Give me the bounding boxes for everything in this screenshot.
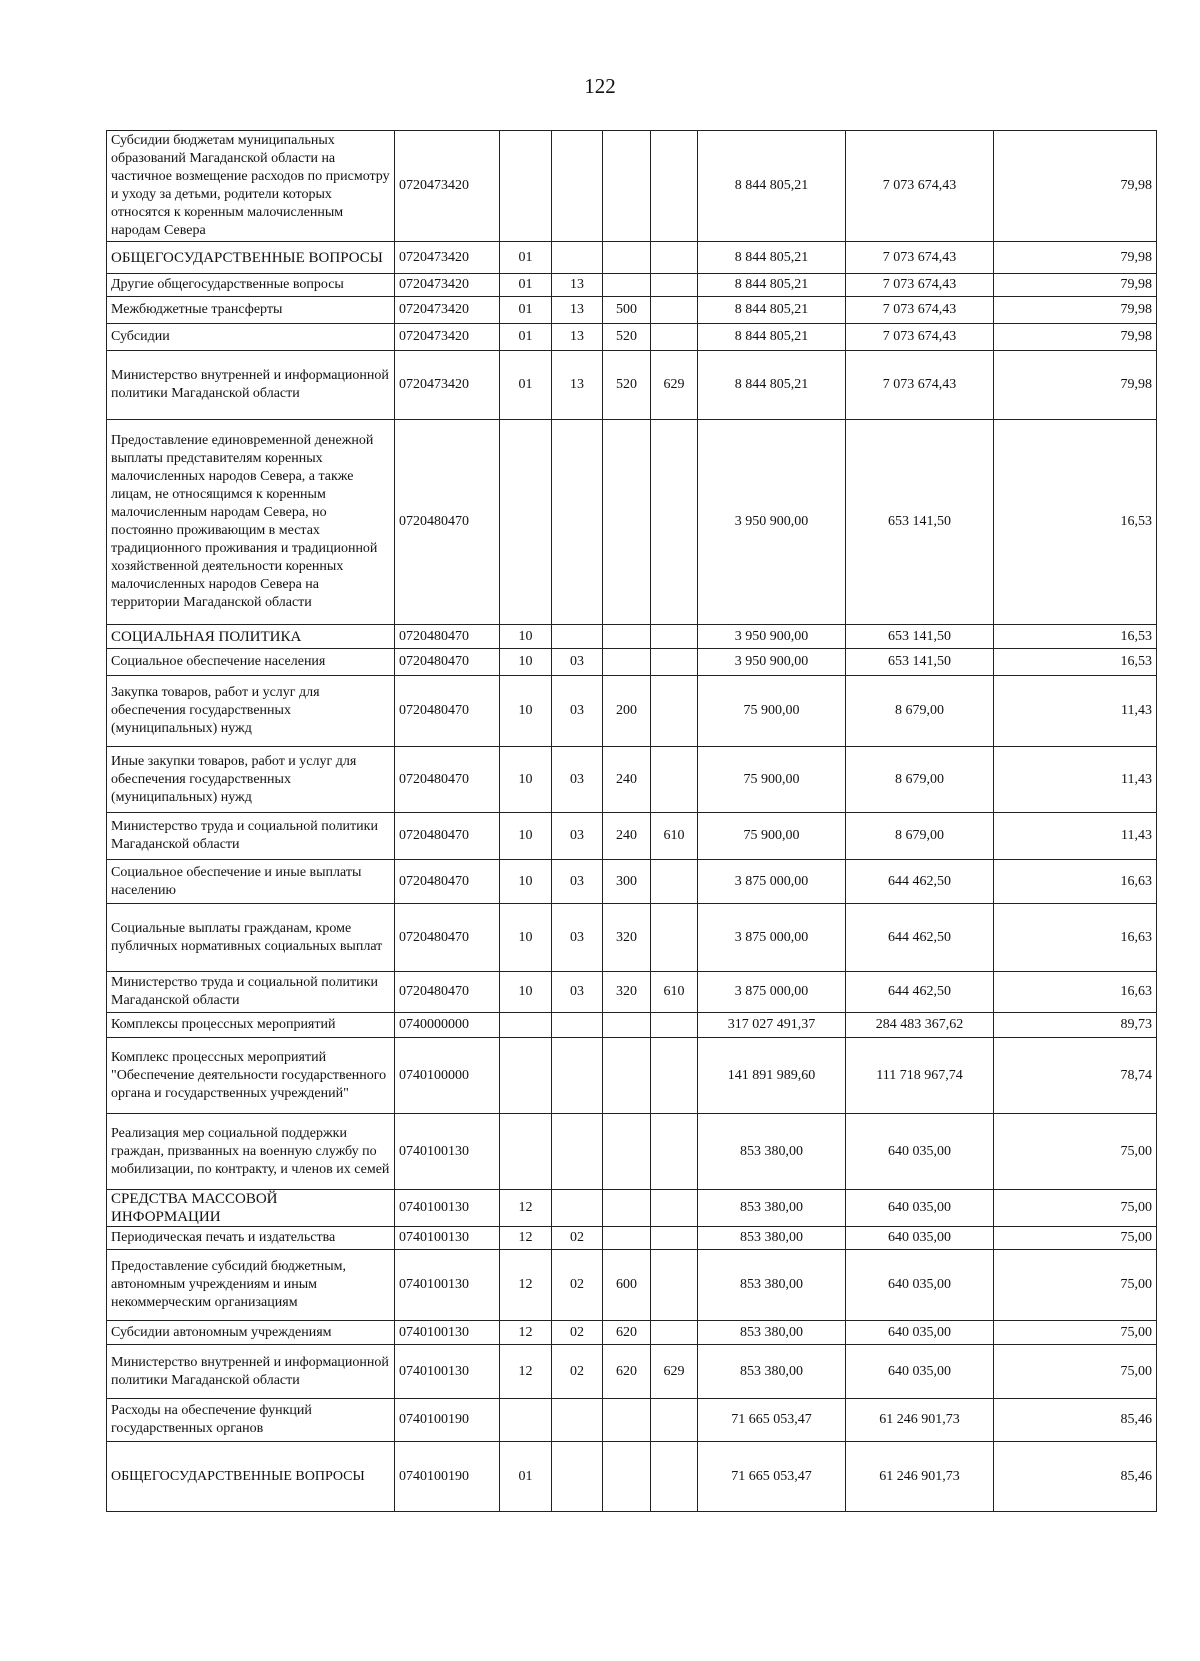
row-expense-type: 320: [603, 972, 651, 1013]
row-percent: 79,98: [994, 324, 1157, 351]
row-percent: 79,98: [994, 131, 1157, 242]
row-target-code: 0720480470: [395, 649, 500, 676]
row-expense-type: [603, 1038, 651, 1114]
table-row: [107, 813, 1157, 860]
table-row: [107, 1013, 1157, 1038]
row-planned: 3 950 900,00: [698, 649, 846, 676]
row-section: [500, 420, 552, 625]
row-section: [500, 1013, 552, 1038]
row-name: ОБЩЕГОСУДАРСТВЕННЫЕ ВОПРОСЫ: [107, 242, 395, 274]
row-planned: 853 380,00: [698, 1250, 846, 1321]
row-subsection: [552, 1442, 603, 1512]
row-administrator: [651, 747, 698, 813]
row-expense-type: 620: [603, 1321, 651, 1345]
row-planned: 3 950 900,00: [698, 625, 846, 649]
row-subsection: 02: [552, 1345, 603, 1399]
row-target-code: 0740100130: [395, 1321, 500, 1345]
table-row: [107, 1321, 1157, 1345]
row-administrator: [651, 860, 698, 904]
row-executed: 640 035,00: [846, 1190, 994, 1227]
table-row: [107, 324, 1157, 351]
row-expense-type: [603, 1190, 651, 1227]
row-planned: 75 900,00: [698, 747, 846, 813]
row-administrator: [651, 297, 698, 324]
row-administrator: [651, 1399, 698, 1442]
row-subsection: 13: [552, 324, 603, 351]
row-section: 01: [500, 351, 552, 420]
table-row: [107, 1250, 1157, 1321]
row-subsection: 02: [552, 1321, 603, 1345]
row-name: Другие общегосударственные вопросы: [107, 274, 395, 297]
row-section: [500, 131, 552, 242]
row-target-code: 0720480470: [395, 625, 500, 649]
row-executed: 653 141,50: [846, 625, 994, 649]
row-section: 12: [500, 1190, 552, 1227]
row-subsection: 02: [552, 1227, 603, 1250]
row-planned: 853 380,00: [698, 1190, 846, 1227]
row-section: [500, 1114, 552, 1190]
row-target-code: 0720473420: [395, 131, 500, 242]
row-name: Иные закупки товаров, работ и услуг для обеспечения государственных (муниципальных) нужд: [107, 747, 395, 813]
row-expense-type: 300: [603, 860, 651, 904]
table-row: [107, 904, 1157, 972]
row-section: [500, 1038, 552, 1114]
row-name: Субсидии бюджетам муниципальных образований Магаданской области на частичное возмещение расходов по присмотру и уходу за детьми, родители которых относятся к коренным малочисленным народам Севера: [107, 131, 395, 242]
row-administrator: [651, 625, 698, 649]
row-planned: 3 875 000,00: [698, 972, 846, 1013]
row-name: СРЕДСТВА МАССОВОЙ ИНФОРМАЦИИ: [107, 1190, 395, 1227]
row-section: 10: [500, 860, 552, 904]
row-target-code: 0720473420: [395, 324, 500, 351]
table-row: [107, 1190, 1157, 1227]
row-section: 10: [500, 676, 552, 747]
row-target-code: 0720480470: [395, 813, 500, 860]
row-expense-type: [603, 1442, 651, 1512]
row-percent: 11,43: [994, 676, 1157, 747]
row-executed: 7 073 674,43: [846, 351, 994, 420]
row-percent: 11,43: [994, 813, 1157, 860]
row-subsection: 03: [552, 860, 603, 904]
row-target-code: 0720480470: [395, 676, 500, 747]
row-section: 10: [500, 813, 552, 860]
row-administrator: [651, 1190, 698, 1227]
row-executed: 653 141,50: [846, 649, 994, 676]
row-executed: 8 679,00: [846, 813, 994, 860]
row-expense-type: 320: [603, 904, 651, 972]
row-subsection: 03: [552, 649, 603, 676]
row-planned: 8 844 805,21: [698, 297, 846, 324]
row-administrator: [651, 676, 698, 747]
row-target-code: 0740100130: [395, 1345, 500, 1399]
row-subsection: [552, 625, 603, 649]
row-name: Предоставление единовременной денежной выплаты представителям коренных малочисленных народов Севера, а также лицам, не относящимся к коренным малочисленным народам Севера, но постоянно проживающим в местах традиционного проживания и традиционной хозяйственной деятельности коренных малочисленных народов Севера на территории Магаданской области: [107, 420, 395, 625]
row-section: 01: [500, 1442, 552, 1512]
row-subsection: [552, 420, 603, 625]
table-row: [107, 131, 1157, 242]
row-administrator: [651, 649, 698, 676]
row-section: 10: [500, 649, 552, 676]
row-planned: 853 380,00: [698, 1227, 846, 1250]
row-expense-type: 500: [603, 297, 651, 324]
row-percent: 78,74: [994, 1038, 1157, 1114]
row-administrator: 629: [651, 351, 698, 420]
row-section: 12: [500, 1227, 552, 1250]
row-percent: 16,63: [994, 904, 1157, 972]
row-section: 12: [500, 1345, 552, 1399]
row-subsection: 03: [552, 747, 603, 813]
table-row: [107, 1399, 1157, 1442]
row-executed: 644 462,50: [846, 860, 994, 904]
row-name: Субсидии автономным учреждениям: [107, 1321, 395, 1345]
row-percent: 89,73: [994, 1013, 1157, 1038]
row-administrator: [651, 1038, 698, 1114]
row-administrator: [651, 1321, 698, 1345]
row-percent: 16,53: [994, 649, 1157, 676]
row-subsection: [552, 1114, 603, 1190]
row-planned: 853 380,00: [698, 1321, 846, 1345]
table-row: [107, 297, 1157, 324]
row-target-code: 0740100130: [395, 1190, 500, 1227]
row-name: Социальное обеспечение населения: [107, 649, 395, 676]
row-expense-type: [603, 1114, 651, 1190]
row-percent: 79,98: [994, 242, 1157, 274]
row-target-code: 0720480470: [395, 904, 500, 972]
row-target-code: 0720480470: [395, 860, 500, 904]
row-executed: 111 718 967,74: [846, 1038, 994, 1114]
row-planned: 75 900,00: [698, 676, 846, 747]
row-percent: 16,53: [994, 625, 1157, 649]
row-planned: 8 844 805,21: [698, 351, 846, 420]
row-executed: 640 035,00: [846, 1114, 994, 1190]
row-administrator: [651, 242, 698, 274]
row-subsection: 03: [552, 904, 603, 972]
row-executed: 8 679,00: [846, 747, 994, 813]
row-target-code: 0720480470: [395, 420, 500, 625]
table-row: [107, 420, 1157, 625]
row-administrator: [651, 1013, 698, 1038]
row-executed: 7 073 674,43: [846, 131, 994, 242]
table-row: [107, 1114, 1157, 1190]
row-subsection: [552, 1038, 603, 1114]
row-subsection: 03: [552, 972, 603, 1013]
row-percent: 11,43: [994, 747, 1157, 813]
row-percent: 16,63: [994, 860, 1157, 904]
row-administrator: [651, 420, 698, 625]
row-planned: 8 844 805,21: [698, 324, 846, 351]
row-name: Министерство внутренней и информационной политики Магаданской области: [107, 1345, 395, 1399]
row-expense-type: 240: [603, 813, 651, 860]
row-name: Межбюджетные трансферты: [107, 297, 395, 324]
row-percent: 79,98: [994, 297, 1157, 324]
row-administrator: [651, 1114, 698, 1190]
row-percent: 75,00: [994, 1250, 1157, 1321]
row-administrator: 629: [651, 1345, 698, 1399]
row-expense-type: [603, 1399, 651, 1442]
row-target-code: 0740100190: [395, 1442, 500, 1512]
table-row: [107, 351, 1157, 420]
row-name: Расходы на обеспечение функций государственных органов: [107, 1399, 395, 1442]
row-name: ОБЩЕГОСУДАРСТВЕННЫЕ ВОПРОСЫ: [107, 1442, 395, 1512]
row-expense-type: 200: [603, 676, 651, 747]
row-executed: 640 035,00: [846, 1345, 994, 1399]
row-percent: 75,00: [994, 1321, 1157, 1345]
row-section: 01: [500, 297, 552, 324]
row-expense-type: [603, 1013, 651, 1038]
row-planned: 853 380,00: [698, 1114, 846, 1190]
row-planned: 853 380,00: [698, 1345, 846, 1399]
row-percent: 75,00: [994, 1114, 1157, 1190]
row-name: Периодическая печать и издательства: [107, 1227, 395, 1250]
row-section: 01: [500, 274, 552, 297]
row-section: 10: [500, 625, 552, 649]
row-expense-type: [603, 1227, 651, 1250]
row-target-code: 0740100130: [395, 1227, 500, 1250]
row-target-code: 0720480470: [395, 747, 500, 813]
row-executed: 644 462,50: [846, 904, 994, 972]
row-executed: 8 679,00: [846, 676, 994, 747]
row-name: Закупка товаров, работ и услуг для обеспечения государственных (муниципальных) нужд: [107, 676, 395, 747]
row-administrator: [651, 1250, 698, 1321]
row-name: Министерство труда и социальной политики Магаданской области: [107, 813, 395, 860]
row-planned: 8 844 805,21: [698, 274, 846, 297]
row-percent: 79,98: [994, 351, 1157, 420]
row-expense-type: [603, 242, 651, 274]
row-administrator: [651, 131, 698, 242]
table-row: [107, 676, 1157, 747]
row-expense-type: 600: [603, 1250, 651, 1321]
row-administrator: 610: [651, 972, 698, 1013]
table-row: [107, 1345, 1157, 1399]
row-executed: 640 035,00: [846, 1227, 994, 1250]
row-target-code: 0720473420: [395, 351, 500, 420]
row-planned: 3 875 000,00: [698, 860, 846, 904]
row-name: Министерство внутренней и информационной политики Магаданской области: [107, 351, 395, 420]
row-section: [500, 1399, 552, 1442]
table-row: [107, 625, 1157, 649]
row-expense-type: 240: [603, 747, 651, 813]
row-section: 10: [500, 747, 552, 813]
row-planned: 141 891 989,60: [698, 1038, 846, 1114]
row-subsection: 13: [552, 351, 603, 420]
row-administrator: 610: [651, 813, 698, 860]
row-expense-type: [603, 420, 651, 625]
row-subsection: 13: [552, 274, 603, 297]
row-administrator: [651, 904, 698, 972]
row-name: Министерство труда и социальной политики Магаданской области: [107, 972, 395, 1013]
row-executed: 61 246 901,73: [846, 1399, 994, 1442]
row-administrator: [651, 1442, 698, 1512]
row-percent: 75,00: [994, 1227, 1157, 1250]
row-section: 12: [500, 1321, 552, 1345]
row-executed: 644 462,50: [846, 972, 994, 1013]
table-row: [107, 972, 1157, 1013]
row-executed: 61 246 901,73: [846, 1442, 994, 1512]
row-administrator: [651, 1227, 698, 1250]
row-name: Субсидии: [107, 324, 395, 351]
row-subsection: [552, 242, 603, 274]
row-percent: 85,46: [994, 1442, 1157, 1512]
budget-execution-table: [106, 130, 1157, 1512]
row-subsection: [552, 1399, 603, 1442]
row-name: СОЦИАЛЬНАЯ ПОЛИТИКА: [107, 625, 395, 649]
row-planned: 3 875 000,00: [698, 904, 846, 972]
table-row: [107, 649, 1157, 676]
row-percent: 16,53: [994, 420, 1157, 625]
row-executed: 640 035,00: [846, 1321, 994, 1345]
row-section: 12: [500, 1250, 552, 1321]
row-subsection: [552, 131, 603, 242]
row-name: Социальные выплаты гражданам, кроме публичных нормативных социальных выплат: [107, 904, 395, 972]
row-planned: 71 665 053,47: [698, 1399, 846, 1442]
row-name: Социальное обеспечение и иные выплаты населению: [107, 860, 395, 904]
row-subsection: 13: [552, 297, 603, 324]
row-expense-type: 620: [603, 1345, 651, 1399]
row-executed: 7 073 674,43: [846, 274, 994, 297]
row-target-code: 0720473420: [395, 242, 500, 274]
row-expense-type: 520: [603, 324, 651, 351]
row-executed: 640 035,00: [846, 1250, 994, 1321]
row-planned: 75 900,00: [698, 813, 846, 860]
row-target-code: 0720480470: [395, 972, 500, 1013]
row-name: Комплекс процессных мероприятий "Обеспечение деятельности государственного органа и государственных учреждений": [107, 1038, 395, 1114]
row-section: 01: [500, 242, 552, 274]
row-executed: 653 141,50: [846, 420, 994, 625]
table-row: [107, 242, 1157, 274]
row-percent: 75,00: [994, 1190, 1157, 1227]
row-subsection: [552, 1190, 603, 1227]
row-executed: 7 073 674,43: [846, 297, 994, 324]
row-target-code: 0740000000: [395, 1013, 500, 1038]
row-name: Реализация мер социальной поддержки граждан, призванных на военную службу по мобилизации, по контракту, и членов их семей: [107, 1114, 395, 1190]
row-executed: 7 073 674,43: [846, 242, 994, 274]
row-name: Предоставление субсидий бюджетным, автономным учреждениям и иным некоммерческим организациям: [107, 1250, 395, 1321]
row-subsection: 02: [552, 1250, 603, 1321]
row-expense-type: [603, 649, 651, 676]
row-planned: 317 027 491,37: [698, 1013, 846, 1038]
table-row: [107, 274, 1157, 297]
row-executed: 7 073 674,43: [846, 324, 994, 351]
row-subsection: 03: [552, 676, 603, 747]
row-expense-type: [603, 131, 651, 242]
table-row: [107, 1227, 1157, 1250]
row-planned: 3 950 900,00: [698, 420, 846, 625]
row-target-code: 0740100000: [395, 1038, 500, 1114]
row-expense-type: [603, 625, 651, 649]
row-target-code: 0740100130: [395, 1250, 500, 1321]
page-number: 122: [584, 74, 616, 98]
table-row: [107, 747, 1157, 813]
table-row: [107, 1442, 1157, 1512]
row-subsection: [552, 1013, 603, 1038]
row-section: 10: [500, 904, 552, 972]
row-percent: 79,98: [994, 274, 1157, 297]
row-section: 10: [500, 972, 552, 1013]
row-percent: 16,63: [994, 972, 1157, 1013]
row-expense-type: 520: [603, 351, 651, 420]
row-administrator: [651, 274, 698, 297]
row-percent: 85,46: [994, 1399, 1157, 1442]
row-target-code: 0720473420: [395, 274, 500, 297]
row-target-code: 0720473420: [395, 297, 500, 324]
row-expense-type: [603, 274, 651, 297]
row-planned: 8 844 805,21: [698, 242, 846, 274]
row-administrator: [651, 324, 698, 351]
row-name: Комплексы процессных мероприятий: [107, 1013, 395, 1038]
row-percent: 75,00: [994, 1345, 1157, 1399]
row-planned: 8 844 805,21: [698, 131, 846, 242]
table-row: [107, 1038, 1157, 1114]
row-executed: 284 483 367,62: [846, 1013, 994, 1038]
table-row: [107, 860, 1157, 904]
row-target-code: 0740100130: [395, 1114, 500, 1190]
row-planned: 71 665 053,47: [698, 1442, 846, 1512]
row-subsection: 03: [552, 813, 603, 860]
row-target-code: 0740100190: [395, 1399, 500, 1442]
row-section: 01: [500, 324, 552, 351]
